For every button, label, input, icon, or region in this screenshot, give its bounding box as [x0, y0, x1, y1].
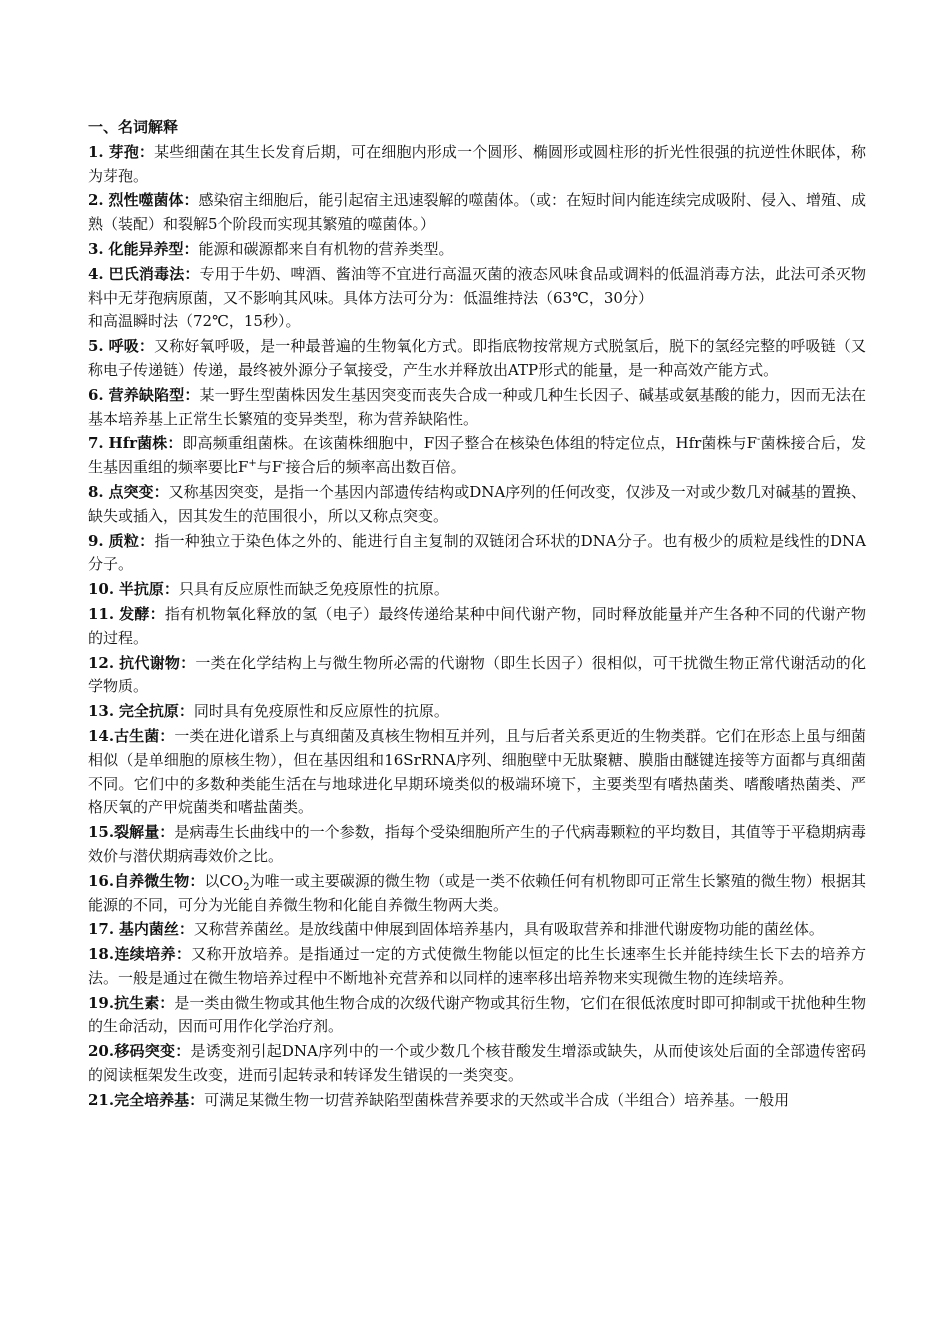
entry-definition: 接合后的频率高出数百倍。: [285, 458, 466, 477]
superscript-minus: -: [757, 434, 761, 446]
document-page: [88, 116, 866, 1114]
definition-entry-17: [88, 918, 866, 942]
entry-number: 20.: [88, 1042, 115, 1061]
entry-term: 营养缺陷型: [108, 385, 185, 404]
entry-definition: 专用于牛奶、啤酒、酱油等不宜进行高温灭菌的液态风味食品或调料的低温消毒方法，此法可杀灭物料中无芽孢病原菌，又不影响其风味。具体方法可分为：低温维持法（63℃，30分）: [88, 264, 866, 307]
definition-entry-3: [88, 238, 866, 262]
entry-colon: ：: [184, 385, 200, 404]
section-title: 一、名词解释: [88, 118, 179, 136]
entry-colon: ：: [175, 1042, 191, 1061]
entry-definition: 某些细菌在其生长发育后期，可在细胞内形成一个圆形、椭圆形或圆柱形的折光性很强的抗逆性休眠体，称为芽孢。: [88, 142, 866, 185]
entry-colon: ：: [138, 337, 155, 356]
entry-number: 7.: [88, 434, 104, 453]
definition-entry-4: [88, 263, 866, 334]
entry-colon: ：: [180, 653, 196, 672]
entry-colon: ：: [159, 993, 175, 1012]
entry-colon: ：: [178, 702, 194, 721]
entry-number: 8.: [88, 482, 104, 501]
entry-term: 古生菌: [114, 726, 160, 745]
definition-entry-14: [88, 725, 866, 820]
definition-entry-12: [88, 652, 866, 700]
entry-colon: ：: [167, 434, 183, 453]
entry-colon: ：: [184, 264, 200, 283]
entry-number: 11.: [88, 604, 115, 623]
entry-definition: 只具有反应原性而缺乏免疫原性的抗原。: [178, 580, 449, 599]
subscript-two: 2: [243, 881, 250, 893]
definition-entry-16: [88, 870, 866, 918]
entry-number: 17.: [88, 920, 115, 939]
entry-number: 15.: [88, 823, 115, 842]
entry-colon: ：: [159, 726, 175, 745]
entry-term: 连续培养: [114, 945, 176, 964]
definition-entry-5: [88, 335, 866, 383]
entry-term: 芽孢: [108, 142, 139, 161]
entry-definition: 指一种独立于染色体之外的、能进行自主复制的双链闭合环状的DNA分子。也有极少的质粒是线性的DNA分子。: [88, 531, 866, 574]
entry-number: 13.: [88, 702, 115, 721]
entry-number: 4.: [88, 264, 104, 283]
entry-number: 6.: [88, 385, 104, 404]
entry-colon: ：: [183, 239, 199, 258]
entry-term: 移码突变: [114, 1042, 176, 1061]
entry-definition: 同时具有免疫原性和反应原性的抗原。: [193, 702, 449, 721]
definition-entry-13: [88, 700, 866, 724]
entry-colon: ：: [163, 580, 179, 599]
definition-entry-2: [88, 189, 866, 237]
entry-definition: 即高频重组菌株。在该菌株细胞中，F因子整合在核染色体组的特定位点，Hfr菌株与F: [182, 434, 758, 453]
entry-term: 抗生素: [114, 993, 160, 1012]
entry-definition: 能源和碳源都来自有机物的营养类型。: [198, 239, 454, 258]
definition-entry-9: [88, 530, 866, 578]
entry-number: 9.: [88, 531, 104, 550]
entry-colon: ：: [139, 531, 155, 550]
entry-definition: 又称好氧呼吸，是一种最普遍的生物氧化方式。即指底物按常规方式脱氢后，脱下的氢经完整的呼吸链（又称电子传递链）传递，最终被外源分子氧接受，产生水并释放出ATP形式的能量，是一种高效产能方式。: [88, 337, 866, 379]
entry-definition: 与F: [256, 458, 283, 477]
entry-number: 10.: [88, 580, 115, 599]
entry-definition: 一类在化学结构上与微生物所必需的代谢物（即生长因子）很相似，可干扰微生物正常代谢活动的化学物质。: [88, 653, 866, 696]
entry-definition: 为唯一或主要碳源的微生物（或是一类不依赖任何有机物即可正常生长繁殖的微生物）根据其能源的不同，可分为光能自养微生物和化能自养微生物两大类。: [88, 871, 866, 914]
entry-colon: ：: [189, 871, 205, 890]
entry-definition: 又称营养菌丝。是放线菌中伸展到固体培养基内，具有吸取营养和排泄代谢废物功能的菌丝体。: [193, 920, 824, 939]
entry-definition: 菌株接合后，发生基因重组的频率要比F: [88, 434, 866, 477]
entry-term: 质粒: [108, 531, 140, 550]
superscript-minus: -: [282, 458, 286, 470]
entry-colon: ：: [149, 604, 165, 623]
entry-colon: ：: [138, 142, 155, 161]
entry-term: 裂解量: [114, 823, 160, 842]
entry-definition: 是病毒生长曲线中的一个参数，指每个受染细胞所产生的子代病毒颗粒的平均数目，其值等于平稳期病毒效价与潜伏期病毒效价之比。: [88, 823, 866, 865]
entry-definition: 感染宿主细胞后，能引起宿主迅速裂解的噬菌体。（或：在短时间内能连续完成吸附、侵入、增殖、成熟（装配）和裂解5个阶段而实现其繁殖的噬菌体。）: [88, 191, 866, 234]
entry-colon: ：: [178, 920, 194, 939]
entry-term: 完全培养基: [114, 1090, 190, 1109]
entry-definition: 又称开放培养。是指通过一定的方式使微生物能以恒定的比生长速率生长并能持续生长下去的培养方法。一般是通过在微生物培养过程中不断地补充营养和以同样的速率移出培养物来实现微生物的连续培养。: [88, 945, 866, 987]
definition-entry-6: [88, 384, 866, 432]
entry-term: 呼吸: [108, 337, 139, 356]
entry-number: 2.: [88, 191, 104, 210]
definition-entry-7: [88, 432, 866, 480]
definition-entry-19: [88, 992, 866, 1040]
entry-colon: ：: [175, 945, 192, 964]
entry-number: 3.: [88, 239, 104, 258]
entry-term: 基内菌丝: [118, 920, 179, 939]
entry-number: 12.: [88, 653, 115, 672]
definition-entry-20: [88, 1040, 866, 1088]
entry-number: 5.: [88, 337, 104, 356]
entry-definition: 又称基因突变，是指一个基因内部遗传结构或DNA序列的任何改变，仅涉及一对或少数几对碱基的置换、缺失或插入，因其发生的范围很小，所以又称点突变。: [88, 482, 866, 525]
entry-number: 14.: [88, 726, 115, 745]
entry-definition: 某一野生型菌株因发生基因突变而丧失合成一种或几种生长因子、碱基或氨基酸的能力，因而无法在基本培养基上正常生长繁殖的变异类型，称为营养缺陷性。: [88, 385, 866, 428]
entry-colon: ：: [153, 482, 169, 501]
entry-number: 21.: [88, 1090, 115, 1109]
definition-entry-1: [88, 141, 866, 189]
entry-colon: ：: [159, 823, 175, 842]
entry-definition: 一类在进化谱系上与真细菌及真核生物相互并列，且与后者关系更近的生物类群。它们在形态上虽与细菌相似（是单细胞的原核生物），但在基因组和16SrRNA序列、细胞壁中无肽聚糖、膜脂由醚键连接等方面都与真细菌不同。它们中的多数种类能生活在与地球进化早期环境类似的极端环境下，主要类型有嗜热菌类、嗜酸嗜热菌类、严格厌氧的产甲烷菌类和嗜盐菌类。: [88, 726, 866, 817]
entry-number: 18.: [88, 945, 115, 964]
entry-term: 巴氏消毒法: [108, 264, 185, 283]
entry-term: Hfr菌株: [108, 434, 168, 453]
superscript-plus: +: [248, 458, 257, 470]
entry-definition: 指有机物氧化释放的氢（电子）最终传递给某种中间代谢产物，同时释放能量并产生各种不同的代谢产物的过程。: [88, 604, 866, 647]
entry-definition: 是诱变剂引起DNA序列中的一个或少数几个核苷酸发生增添或缺失，从而使该处后面的全部遗传密码的阅读框架发生改变，进而引起转录和转译发生错误的一类突变。: [88, 1042, 866, 1085]
entry-term: 完全抗原: [118, 702, 179, 721]
entry-definition: 以CO: [204, 871, 244, 890]
entry-term: 发酵: [119, 604, 150, 623]
entry-term: 化能异养型: [108, 239, 184, 258]
entry-term: 抗代谢物: [119, 653, 181, 672]
entry-term: 点突变: [108, 482, 154, 501]
definition-entry-10: [88, 578, 866, 602]
definition-entry-21: [88, 1089, 866, 1113]
entry-colon: ：: [183, 191, 199, 210]
definition-entry-18: [88, 943, 866, 991]
entry-term: 半抗原: [118, 580, 164, 599]
entry-number: 19.: [88, 993, 115, 1012]
definition-entry-11: [88, 603, 866, 651]
entry-number: 1.: [88, 142, 104, 161]
entry-definition: 是一类由微生物或其他生物合成的次级代谢产物或其衍生物，它们在很低浓度时即可抑制或干扰他种生物的生命活动，因而可用作化学治疗剂。: [88, 993, 866, 1036]
entry-definition-continued: 和高温瞬时法（72℃，15秒）。: [88, 312, 301, 331]
entry-colon: ：: [189, 1090, 205, 1109]
definition-entry-8: [88, 481, 866, 529]
entry-term: 自养微生物: [114, 871, 190, 890]
entry-term: 烈性噬菌体: [108, 191, 184, 210]
entry-number: 16.: [88, 871, 115, 890]
definition-entry-15: [88, 821, 866, 869]
entry-definition: 可满足某微生物一切营养缺陷型菌株营养要求的天然或半合成（半组合）培养基。一般用: [204, 1090, 790, 1109]
